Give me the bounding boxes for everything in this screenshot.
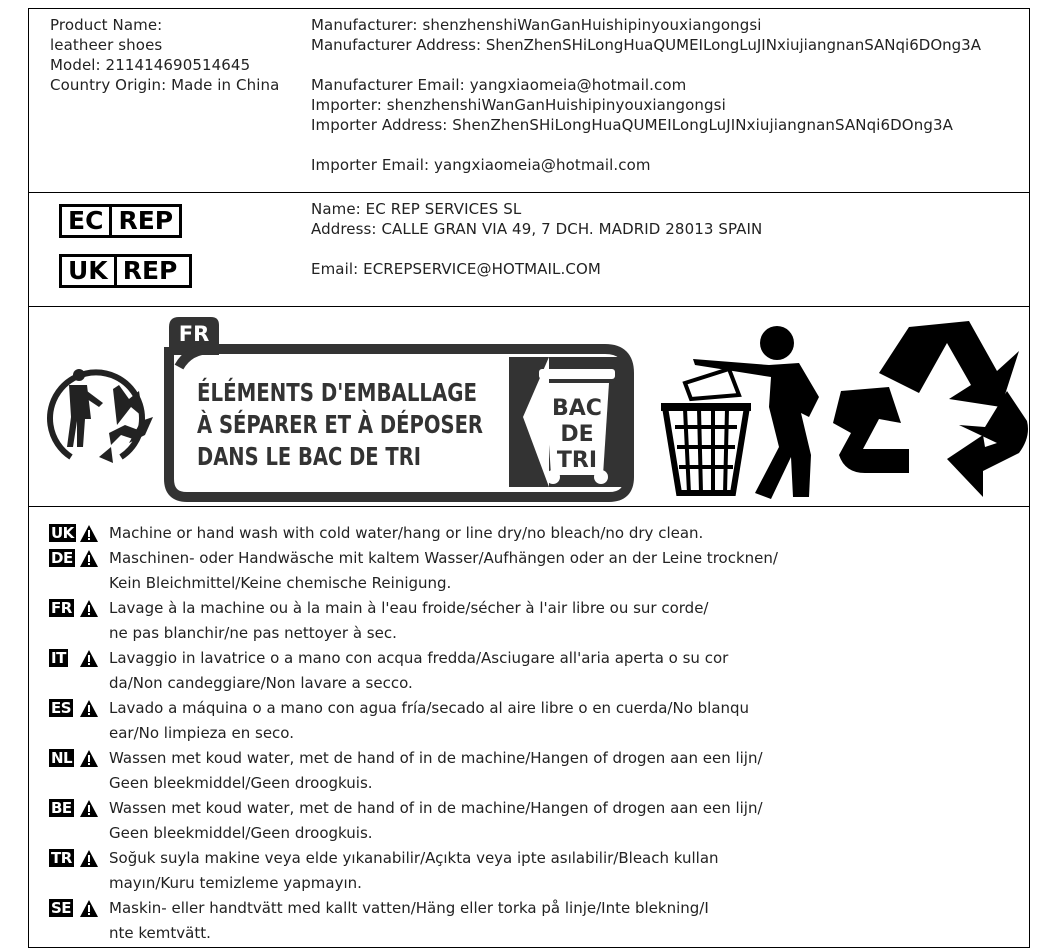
care-text: Maschinen- oder Handwäsche mit kaltem Wasser/Aufhängen oder an der Leine trocknen/	[109, 549, 778, 567]
uk-rep-logo: UK REP	[59, 254, 192, 288]
care-text: Lavage à la machine ou à la main à l'eau froide/sécher à l'air libre ou sur corde/	[109, 599, 709, 617]
care-text: Geen bleekmiddel/Geen droogkuis.	[109, 824, 373, 842]
care-text: mayın/Kuru temizleme yapmayın.	[109, 874, 362, 892]
divider	[29, 192, 1029, 193]
country-origin: Country Origin: Made in China	[50, 76, 280, 94]
care-text: Lavado a máquina o a mano con agua fría/secado al aire libre o en cuerda/No blanqu	[109, 699, 750, 717]
rep-email: Email: ECREPSERVICE@HOTMAIL.COM	[311, 260, 601, 278]
care-text: da/Non candeggiare/Non lavare a secco.	[109, 674, 413, 692]
importer-email: Importer Email: yangxiaomeia@hotmail.com	[311, 156, 651, 174]
warning-icon	[79, 524, 99, 543]
product-name-label: Product Name:	[50, 16, 163, 34]
care-text: Kein Bleichmittel/Keine chemische Reinigung.	[109, 574, 452, 592]
care-text: Machine or hand wash with cold water/hang or line dry/no bleach/no dry clean.	[109, 524, 704, 542]
recycle-icon	[833, 321, 1028, 497]
country-code-badge: NL	[51, 749, 73, 767]
label-sheet	[28, 8, 1030, 948]
banner-line-1: ÉLÉMENTS D'EMBALLAGE	[197, 378, 477, 407]
care-text: Soğuk suyla makine veya elde yıkanabilir/Açıkta veya ipte asılabilir/Bleach kullan	[109, 849, 719, 867]
divider	[29, 506, 1029, 507]
warning-icon	[79, 749, 99, 768]
manufacturer-address: Manufacturer Address: ShenZhenSHiLongHuaQUMEILongLuJINxiujiangnanSANqi6DOng3A	[311, 36, 981, 54]
warning-icon	[79, 799, 99, 818]
country-code-badge: ES	[51, 699, 72, 717]
bin-text-3: TRI	[556, 448, 598, 473]
importer-address: Importer Address: ShenZhenSHiLongHuaQUMEILongLuJINxiujiangnanSANqi6DOng3A	[311, 116, 953, 134]
product-model: Model: 211414690514645	[50, 56, 251, 74]
rep-name: Name: EC REP SERVICES SL	[311, 200, 522, 218]
banner-line-2: À SÉPARER ET À DÉPOSER	[197, 410, 483, 439]
warning-icon	[79, 699, 99, 718]
care-text: Maskin- eller handtvätt med kallt vatten/Häng eller torka på linje/Inte blekning/I	[109, 899, 709, 917]
care-text: Wassen met koud water, met de hand of in de machine/Hangen of drogen aan een lijn/	[109, 799, 763, 817]
warning-icon	[79, 599, 99, 618]
care-text: Lavaggio in lavatrice o a mano con acqua fredda/Asciugare all'aria aperta o su cor	[109, 649, 729, 667]
recycling-panel	[29, 307, 1029, 506]
ec-rep-logo: EC REP	[59, 204, 182, 238]
country-code-badge: FR	[51, 599, 72, 617]
care-text: Geen bleekmiddel/Geen droogkuis.	[109, 774, 373, 792]
banner-line-3: DANS LE BAC DE TRI	[197, 442, 421, 471]
manufacturer-name: Manufacturer: shenzhenshiWanGanHuishipinyouxiangongsi	[311, 16, 762, 34]
care-text: nte kemtvätt.	[109, 924, 211, 942]
country-code-badge: BE	[51, 799, 72, 817]
country-code-badge: IT	[51, 649, 66, 667]
country-code-badge: SE	[51, 899, 72, 917]
bin-text-1: BAC	[552, 396, 602, 421]
country-code-badge: DE	[51, 549, 73, 567]
country-code-badge: TR	[51, 849, 72, 867]
warning-icon	[79, 649, 99, 668]
care-text: Wassen met koud water, met de hand of in de machine/Hangen of drogen aan een lijn/	[109, 749, 763, 767]
care-text: ear/No limpieza en seco.	[109, 724, 294, 742]
fr-badge-text: FR	[178, 322, 210, 346]
country-code-badge: UK	[51, 524, 74, 542]
care-text: ne pas blanchir/ne pas nettoyer à sec.	[109, 624, 397, 642]
triman-icon	[50, 369, 153, 463]
warning-icon	[79, 899, 99, 918]
product-name-value: leatheer shoes	[50, 36, 163, 54]
importer-name: Importer: shenzhenshiWanGanHuishipinyouxiangongsi	[311, 96, 726, 114]
manufacturer-email: Manufacturer Email: yangxiaomeia@hotmail.com	[311, 76, 687, 94]
warning-icon	[79, 549, 99, 568]
rep-address: Address: CALLE GRAN VIA 49, 7 DCH. MADRID 28013 SPAIN	[311, 220, 763, 238]
tidyman-icon	[661, 326, 819, 499]
bin-text-2: DE	[560, 422, 594, 447]
warning-icon	[79, 849, 99, 868]
